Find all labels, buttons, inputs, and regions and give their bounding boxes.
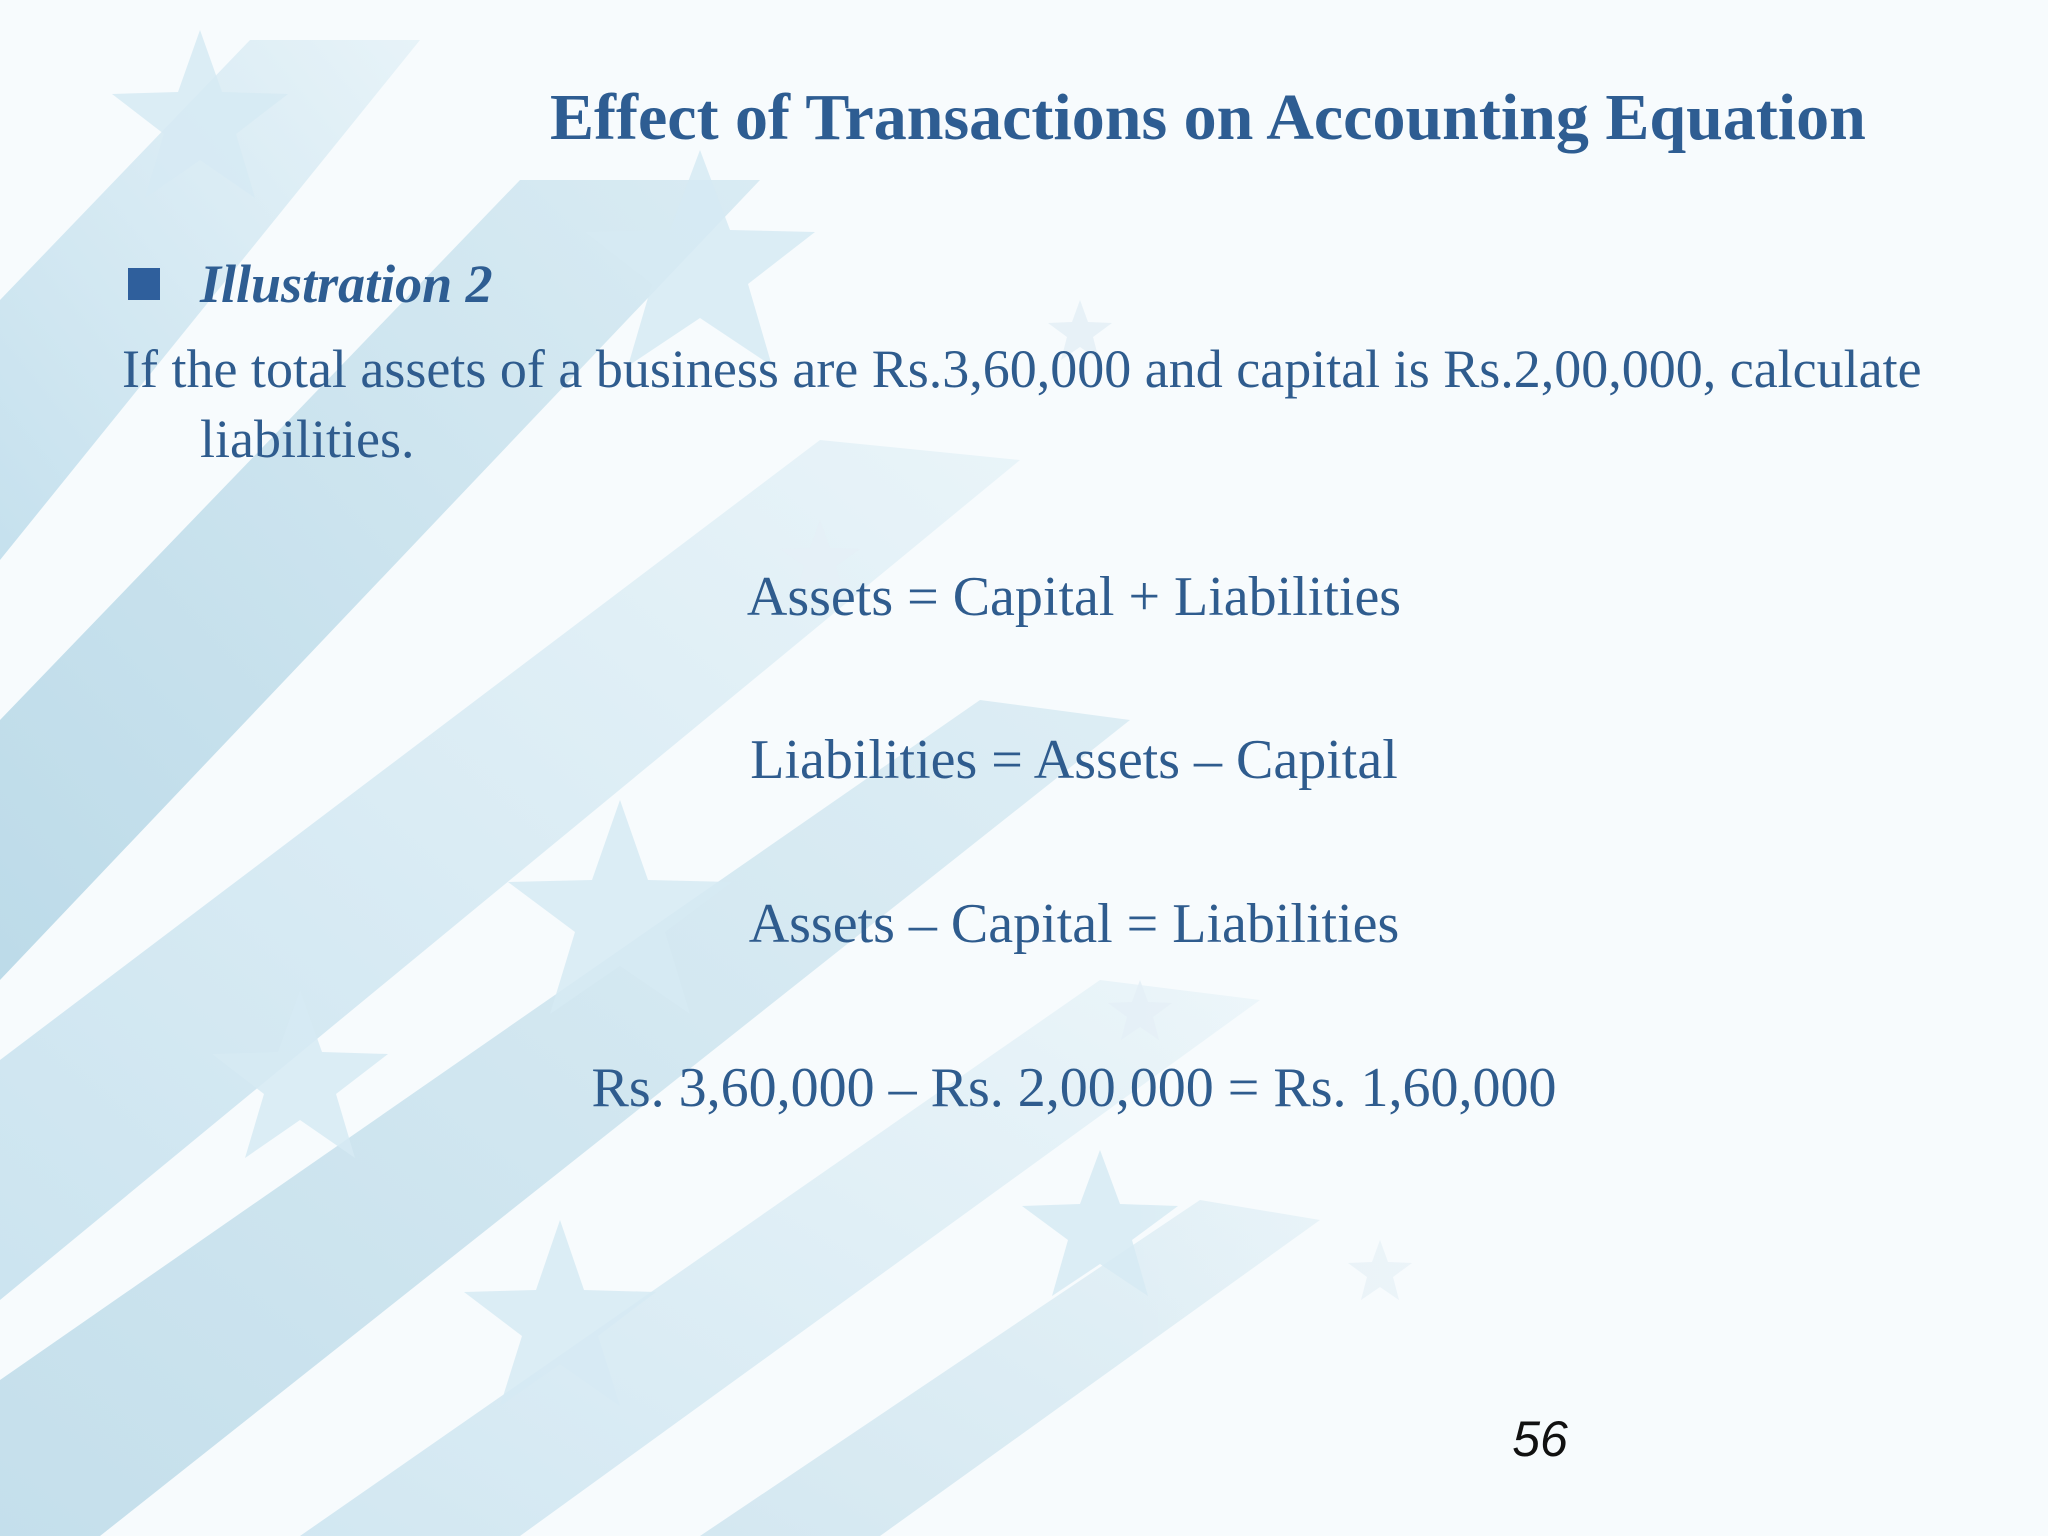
equation-line: Assets – Capital = Liabilities [748,893,1400,955]
slide-title: Effect of Transactions on Accounting Equation [550,81,1866,154]
square-bullet-icon [128,268,160,300]
equation-line: Assets = Capital + Liabilities [746,566,1402,628]
calculation-result: Rs. 3,60,000 – Rs. 2,00,000 = Rs. 1,60,000 [591,1057,1557,1119]
equation-line: Liabilities = Assets – Capital [750,729,1398,791]
problem-statement: If the total assets of a business are Rs.3,60,000 and capital is Rs.2,00,000, calculate liabilities. [122,339,1922,469]
illustration-bullet-row [128,254,493,314]
illustration-heading: Illustration 2 [200,254,493,314]
page-number: 56 [1512,1411,1568,1467]
